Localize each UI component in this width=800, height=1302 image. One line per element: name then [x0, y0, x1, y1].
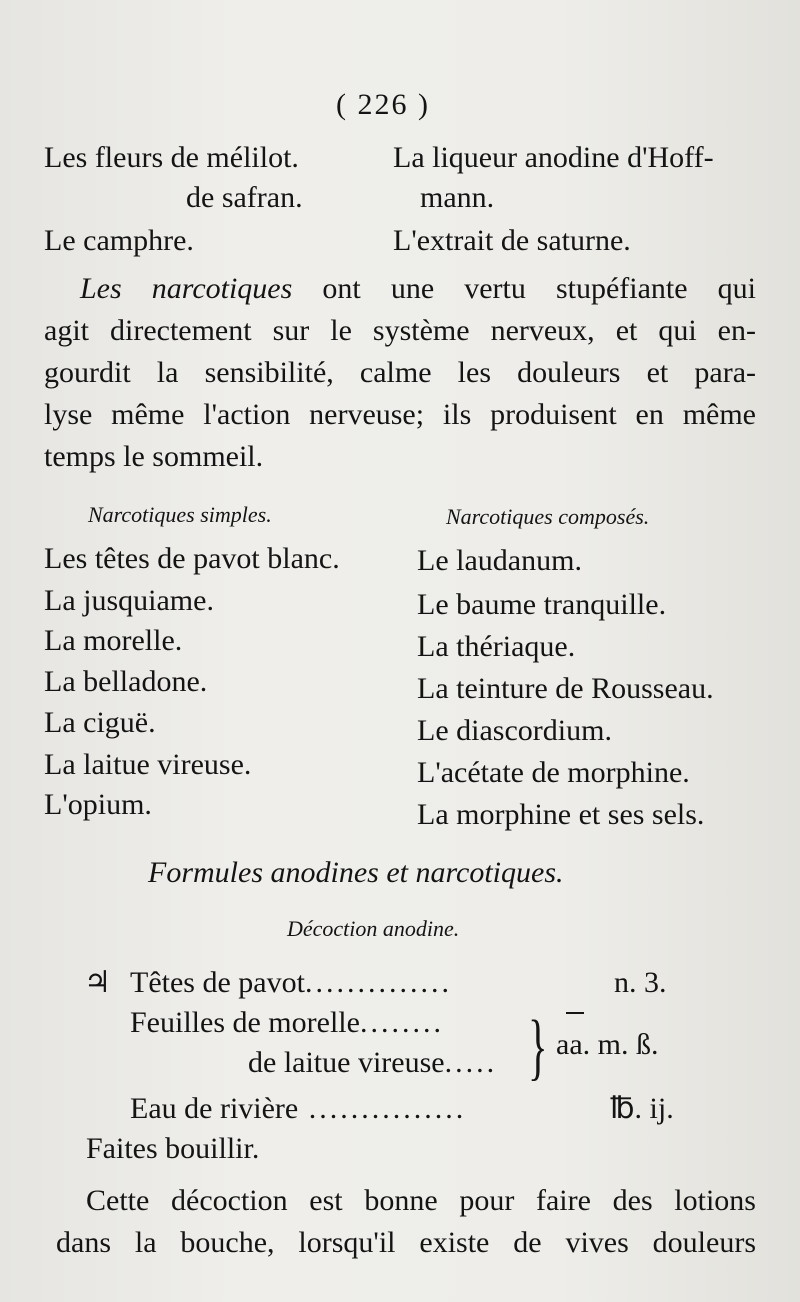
column-heading-simple: Narcotiques simples.: [88, 502, 272, 527]
page-number: ( 226 ): [336, 88, 430, 121]
list-item: L'opium.: [44, 788, 152, 821]
paragraph-line: Cette décoction est bonne pour faire des lotions: [86, 1184, 756, 1217]
list-item: de safran.: [186, 181, 303, 214]
list-item: Les fleurs de mélilot.: [44, 141, 299, 174]
recipe-quantity: n. 3.: [614, 966, 667, 999]
list-item: La laitue vireuse.: [44, 748, 252, 781]
subsection-title: Décoction anodine.: [287, 916, 460, 941]
paragraph-line: gourdit la sensibilité, calme les douleurs et para-: [44, 356, 756, 389]
list-item: La liqueur anodine d'Hoff-: [393, 141, 714, 174]
paragraph-line: temps le sommeil.: [44, 440, 264, 473]
paragraph-line: lyse même l'action nerveuse; ils produisent en même: [44, 398, 756, 431]
list-item: La jusquiame.: [44, 584, 214, 617]
list-item: La belladone.: [44, 665, 208, 698]
list-item: Le baume tranquille.: [417, 588, 667, 621]
recipe-row: Têtes de pavot..............: [130, 966, 452, 999]
list-item: L'acétate de morphine.: [417, 756, 690, 789]
recipe-row: de laitue vireuse.....: [248, 1046, 498, 1079]
column-heading-composed: Narcotiques composés.: [446, 504, 650, 529]
dash-mark: [566, 1012, 584, 1014]
list-item: Le camphre.: [44, 224, 194, 257]
list-item: Le laudanum.: [417, 544, 582, 577]
list-item: Les têtes de pavot blanc.: [44, 542, 340, 575]
list-item: La ciguë.: [44, 706, 156, 739]
recipe-instruction: Faites bouillir.: [86, 1132, 260, 1165]
section-title: Formules anodines et narcotiques.: [148, 856, 564, 889]
paragraph-line: dans la bouche, lorsqu'il existe de vives douleurs: [56, 1226, 756, 1259]
list-item: La morelle.: [44, 624, 183, 657]
recipe-row: Eau de rivière ...............: [130, 1092, 467, 1125]
list-item: Le diascordium.: [417, 714, 612, 747]
list-item: La morphine et ses sels.: [417, 798, 705, 831]
recipe-row: Feuilles de morelle........: [130, 1006, 444, 1039]
term-narcotics: Les narcotiques: [80, 272, 293, 305]
grouping-brace: }: [528, 1006, 548, 1088]
paragraph-line: Les narcotiques ont une vertu stupéfiante qui: [80, 272, 756, 305]
recipe-quantity: aa. m. ß.: [556, 1028, 659, 1061]
recipe-quantity: ℔. ij.: [610, 1092, 674, 1125]
list-item: mann.: [420, 181, 495, 214]
list-item: L'extrait de saturne.: [393, 224, 631, 257]
recipe-symbol: ♃: [84, 966, 111, 999]
list-item: La teinture de Rousseau.: [417, 672, 714, 705]
list-item: La thériaque.: [417, 630, 576, 663]
paragraph-line: agit directement sur le système nerveux, et qui en-: [44, 314, 756, 347]
